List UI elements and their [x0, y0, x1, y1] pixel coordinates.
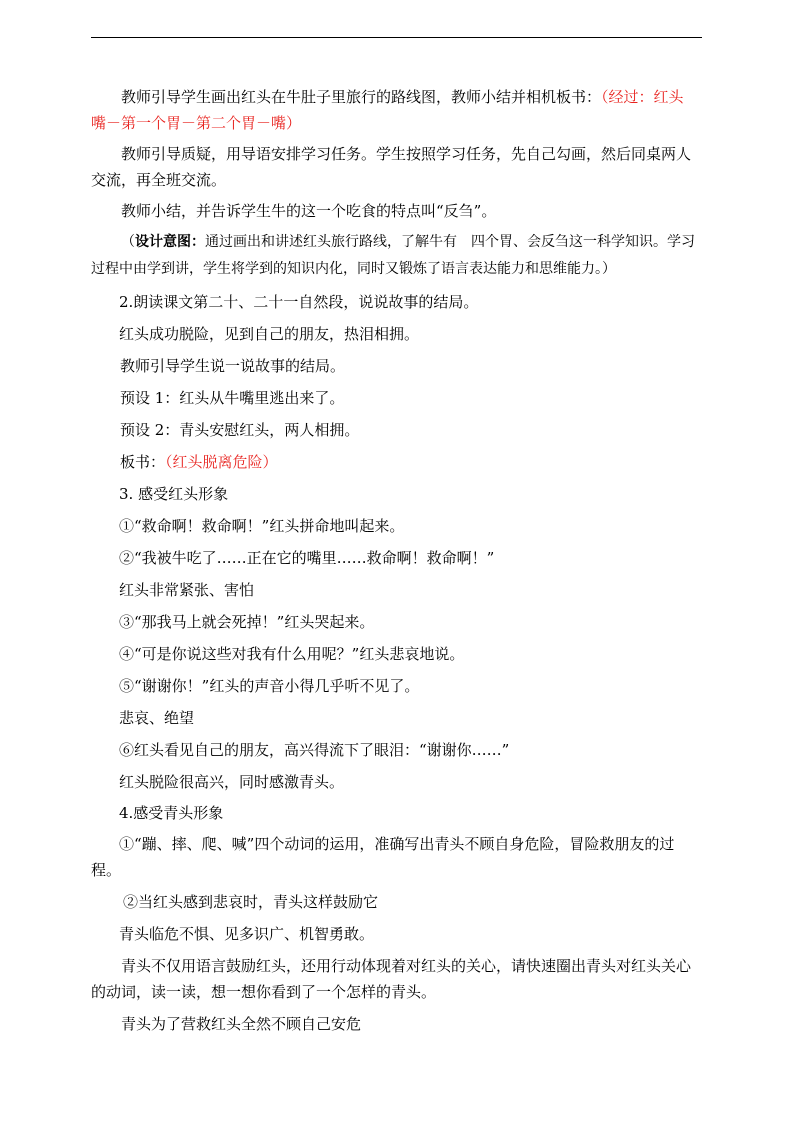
board-label: 板书：: [120, 453, 166, 471]
paragraph-question-task: 教师引导质疑，用导语安排学习任务。学生按照学习任务，先自己勾画，然后同桌两人交流，再全班交流。: [91, 145, 692, 189]
section-4-paragraph: 青头不仅用语言鼓励红头，还用行动体现着对红头的关心，请快速圈出青头对红头关心的动词，读一读，想一想你看到了一个怎样的青头。: [91, 957, 692, 1001]
board-note: （红头脱离危险）: [165, 453, 278, 471]
section-4-point-2: ②当红头感到悲哀时，青头这样鼓励它: [123, 893, 379, 911]
section-2-preset-2: 预设 2：青头安慰红头，两人相拥。: [120, 421, 360, 439]
section-3-analysis-3: 红头脱险很高兴，同时感激青头。: [119, 773, 345, 791]
section-4-title: 4.感受青头形象: [119, 804, 224, 822]
section-2-answer: 红头成功脱险，见到自己的朋友，热泪相拥。: [119, 325, 420, 343]
design-open-paren: （: [121, 234, 135, 250]
header-rule: [91, 37, 702, 38]
section-4-point-1: ①“蹦、摔、爬、喊”四个动词的运用，准确写出青头不顾自身危险，冒险救朋友的过程。: [91, 835, 675, 879]
section-2-title: 2.朗读课文第二十、二十一自然段，说说故事的结局。: [119, 293, 479, 311]
section-3-title: 3. 感受红头形象: [119, 485, 229, 503]
section-3-quote-1: ①“救命啊！救命啊！”红头拼命地叫起来。: [119, 517, 405, 535]
paragraph-route-map: [91, 84, 702, 136]
section-2-preset-1: 预设 1：红头从牛嘴里逃出来了。: [120, 389, 345, 407]
section-3-quote-3: ③“那我马上就会死掉！”红头哭起来。: [119, 613, 375, 631]
section-3-quote-2: ②“我被牛吃了……正在它的嘴里……救命啊！救命啊！”: [119, 549, 495, 567]
design-intent-label: 设计意图：: [135, 234, 205, 250]
route-map-text: 教师引导学生画出红头在牛肚子里旅行的路线图，教师小结并相机板书：: [121, 88, 602, 106]
document-body: [91, 84, 702, 1037]
design-intent-text: 通过画出和讲述红头旅行路线，了解牛有 四个胃、会反刍这一科学知识。学习过程中由学到讲，学生将学到的知识内化，同时又锻炼了语言表达能力和思维能力。）: [91, 234, 695, 277]
section-2-guide: 教师引导学生说一说故事的结局。: [120, 357, 346, 375]
route-board-note-a: （经过：: [601, 88, 654, 106]
section-4-last: 青头为了营救红头全然不顾自己安危: [121, 1015, 362, 1033]
section-3-analysis-2: 悲哀、绝望: [119, 709, 195, 727]
section-3-analysis-1: 红头非常紧张、害怕: [119, 581, 255, 599]
section-3-quote-6: ⑥红头看见自己的朋友，高兴得流下了眼泪：“谢谢你……”: [119, 741, 510, 759]
section-2-board: [91, 449, 702, 475]
design-intent: [91, 229, 702, 283]
section-3-quote-4: ④“可是你说这些对我有什么用呢？”红头悲哀地说。: [119, 645, 465, 663]
route-board-note-b: 红头 嘴－第一个胃－第二个胃－嘴）: [91, 88, 699, 132]
section-3-quote-5: ⑤“谢谢你！”红头的声音小得几乎听不见了。: [119, 677, 420, 695]
section-4-analysis-2: 青头临危不惧、见多识广、机智勇敢。: [119, 925, 375, 943]
paragraph-summary: 教师小结，并告诉学生牛的这一个吃食的特点叫“反刍”。: [121, 202, 497, 220]
